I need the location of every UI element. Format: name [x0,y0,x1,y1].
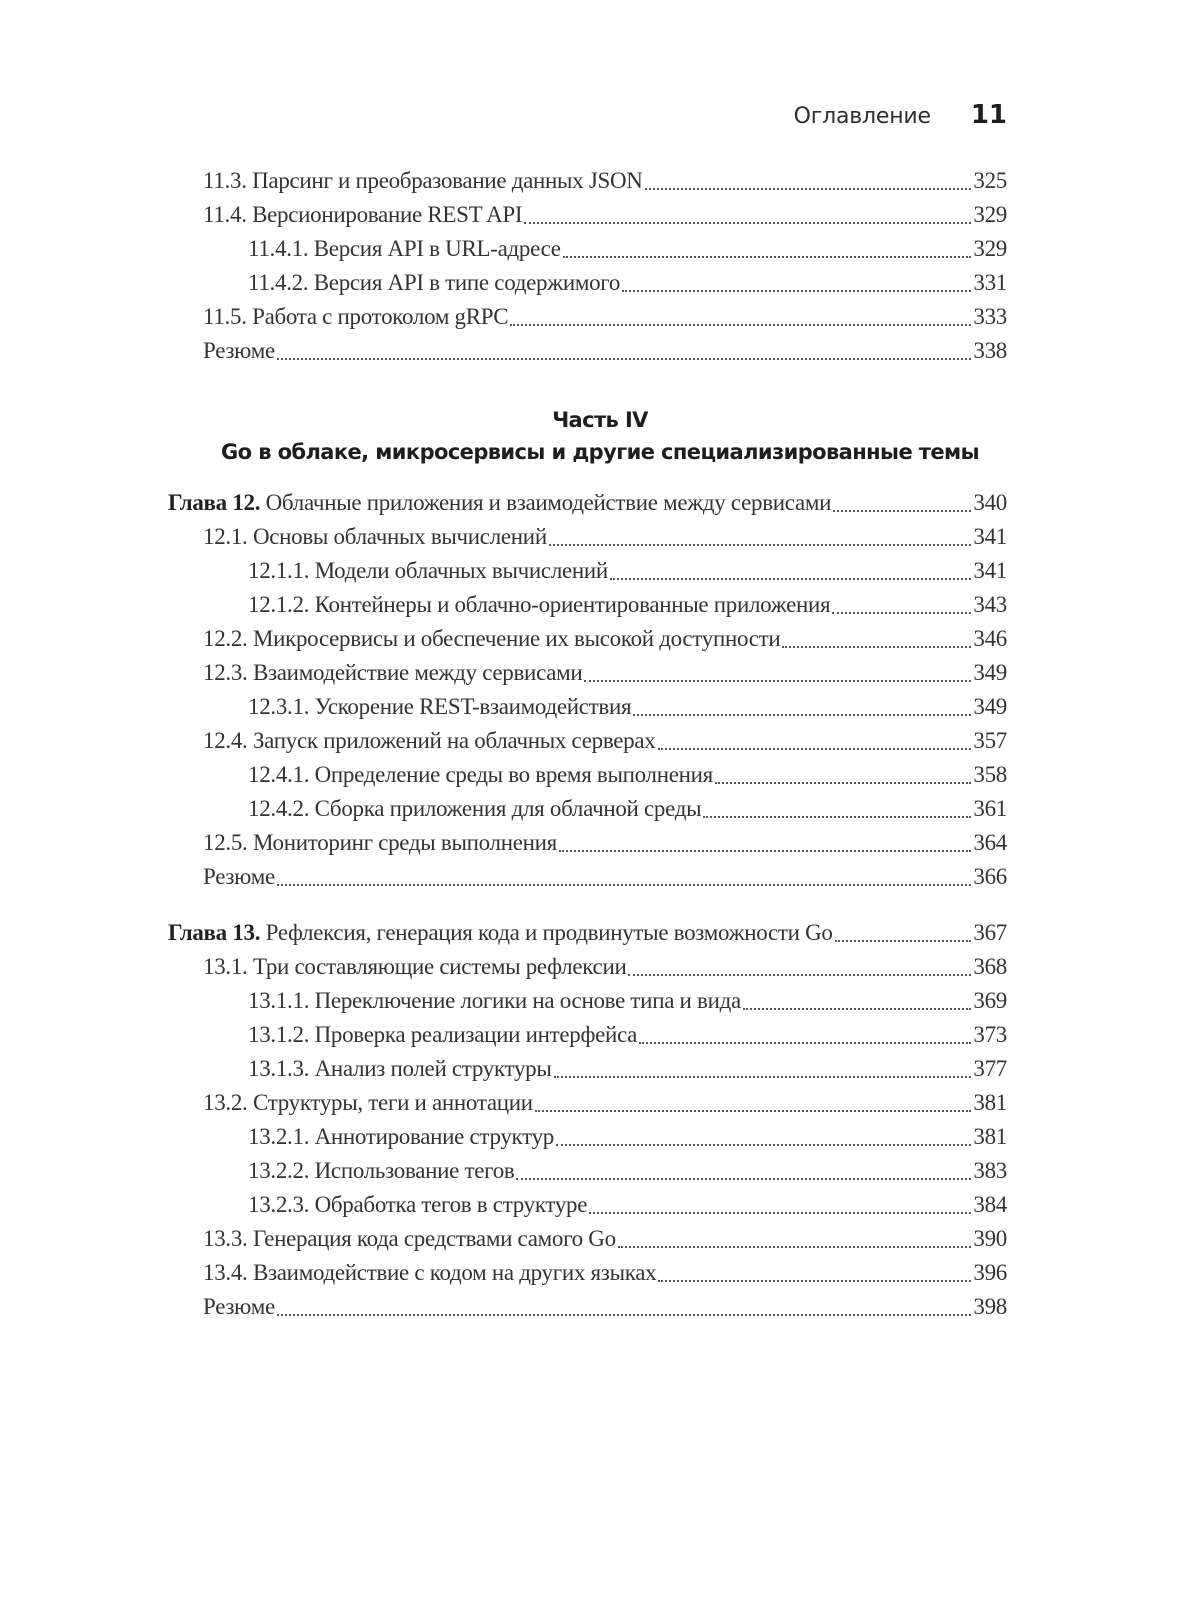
toc-leader-dots [715,782,971,784]
toc-leader-dots [835,940,972,942]
toc-entry-label: 11.3. Парсинг и преобразование данных JSON [203,168,643,193]
part-title: Go в облаке, микросервисы и другие специализированные темы [221,440,979,464]
toc-leader-dots [516,1178,971,1180]
toc-entry-label: Резюме [203,1294,275,1319]
toc-entry[interactable] [203,338,1007,372]
toc-entry[interactable] [203,1090,1007,1124]
toc-entry-label: 13.1.2. Проверка реализации интерфейса [248,1022,638,1047]
running-head-title: Оглавление [793,104,931,129]
toc-leader-dots [277,358,971,360]
toc-entry[interactable] [203,202,1007,236]
toc-entry-page: 373 [973,1022,1007,1047]
toc-leader-dots [645,188,972,190]
toc-entry-page: 338 [973,338,1007,363]
toc-entry-page: 333 [973,304,1007,329]
toc-entry-page: 340 [973,490,1007,515]
toc-entry-label: Резюме [203,338,275,363]
toc-entry-label: 12.1. Основы облачных вычислений [203,524,547,549]
toc-entry-label: 12.4.2. Сборка приложения для облачной среды [248,796,702,821]
toc-leader-dots [556,1144,971,1146]
toc-entry-page: 349 [973,694,1007,719]
toc-entry-label: 13.1. Три составляющие системы рефлексии [203,954,627,979]
toc-entry[interactable] [203,1226,1007,1260]
toc-entry[interactable] [248,988,1007,1022]
toc-leader-dots [832,612,971,614]
toc-leader-dots [524,222,971,224]
toc-entry-label: 12.4.1. Определение среды во время выполнения [248,762,713,787]
toc-entry[interactable] [248,236,1007,270]
toc-entry-page: 343 [973,592,1007,617]
toc-entry-label: 13.1.3. Анализ полей структуры [248,1056,552,1081]
toc-leader-dots [633,714,971,716]
toc-entry-page: 349 [973,660,1007,685]
toc-leader-dots [658,748,972,750]
toc-entry-page: 325 [973,168,1007,193]
toc-entry-page: 329 [973,202,1007,227]
toc-chapter-entry[interactable] [168,490,1007,524]
toc-leader-dots [554,1076,972,1078]
toc-entry-label: 13.2.2. Использование тегов [248,1158,515,1183]
toc-entry-page: 381 [973,1090,1007,1115]
toc-entry[interactable] [203,728,1007,762]
toc-entry-label: Резюме [203,864,275,889]
toc-leader-dots [703,816,971,818]
toc-entry-label: 12.1.1. Модели облачных вычислений [248,558,608,583]
toc-entry-label: 13.2. Структуры, теги и аннотации [203,1090,533,1115]
toc-entry[interactable] [203,304,1007,338]
toc-entry[interactable] [203,626,1007,660]
toc-entry[interactable] [248,1124,1007,1158]
toc-leader-dots [833,510,971,512]
toc-leader-dots [610,578,971,580]
toc-leader-dots [549,544,972,546]
toc-entry[interactable] [248,558,1007,592]
toc-entry[interactable] [248,1022,1007,1056]
toc-leader-dots [622,290,971,292]
toc-entry-label: 11.4.2. Версия API в типе содержимого [248,270,621,295]
toc-entry-label: 11.4.1. Версия API в URL-адресе [248,236,561,261]
toc-entry[interactable] [203,524,1007,558]
toc-entry-label: 12.4. Запуск приложений на облачных серверах [203,728,656,753]
toc-leader-dots [277,1314,971,1316]
toc-entry[interactable] [203,1294,1007,1328]
toc-entry-label: 11.5. Работа с протоколом gRPC [203,304,509,329]
toc-entry-page: 369 [973,988,1007,1013]
toc-entry-label: 13.4. Взаимодействие с кодом на других языках [203,1260,657,1285]
toc-entry-page: 384 [973,1192,1007,1217]
toc-entry-page: 396 [973,1260,1007,1285]
toc-entry[interactable] [248,270,1007,304]
toc-entry-page: 341 [973,524,1007,549]
toc-entry-label: 12.3. Взаимодействие между сервисами [203,660,583,685]
toc-entry[interactable] [248,694,1007,728]
toc-entry-page: 367 [973,920,1007,945]
toc-entry-page: 364 [973,830,1007,855]
toc-leader-dots [782,646,971,648]
toc-entry-page: 358 [973,762,1007,787]
toc-entry[interactable] [248,796,1007,830]
toc-entry[interactable] [203,1260,1007,1294]
toc-leader-dots [628,974,971,976]
toc-entry[interactable] [248,762,1007,796]
toc-leader-dots [618,1246,972,1248]
chapter-title: Рефлексия, генерация кода и продвинутые возможности Go [265,920,833,945]
toc-entry-label: 13.2.1. Аннотирование структур [248,1124,554,1149]
toc-entry-page: 390 [973,1226,1007,1251]
toc-entry-label: 12.2. Микросервисы и обеспечение их высокой доступности [203,626,781,651]
toc-entry[interactable] [203,954,1007,988]
toc-leader-dots [639,1042,971,1044]
toc-entry-label: 12.1.2. Контейнеры и облачно-ориентированные приложения [248,592,831,617]
toc-leader-dots [584,680,971,682]
toc-leader-dots [563,256,972,258]
toc-leader-dots [277,884,971,886]
toc-entry-page: 357 [973,728,1007,753]
toc-entry[interactable] [203,168,1007,202]
toc-entry[interactable] [203,660,1007,694]
toc-entry-label: 13.1.1. Переключение логики на основе типа и вида [248,988,741,1013]
toc-entry[interactable] [248,1056,1007,1090]
chapter-title: Облачные приложения и взаимодействие между сервисами [265,490,832,515]
page-number: 11 [970,100,1007,130]
running-head [794,100,1007,130]
toc-leader-dots [658,1280,971,1282]
chapter-prefix: Глава 13. [168,920,261,945]
toc-entry-label: 11.4. Версионирование REST API [203,202,523,227]
toc-entry-page: 361 [973,796,1007,821]
toc-leader-dots [535,1110,972,1112]
toc-entry-page: 346 [973,626,1007,651]
toc-entry-page: 329 [973,236,1007,261]
chapter-prefix: Глава 12. [168,490,261,515]
part-number: Часть IV [552,408,648,432]
toc-entry-page: 398 [973,1294,1007,1319]
toc-entry[interactable] [248,1192,1007,1226]
toc-entry-page: 381 [973,1124,1007,1149]
toc-entry-label: 12.5. Мониторинг среды выполнения [203,830,557,855]
toc-entry-label: 13.3. Генерация кода средствами самого Go [203,1226,616,1251]
toc-entry-label: 13.2.3. Обработка тегов в структуре [248,1192,588,1217]
toc-entry-page: 377 [973,1056,1007,1081]
toc-leader-dots [510,324,971,326]
toc-entry-page: 366 [973,864,1007,889]
toc-chapter-entry[interactable] [168,920,1007,954]
toc-entry[interactable] [203,830,1007,864]
toc-leader-dots [559,850,971,852]
toc-entry-page: 331 [973,270,1007,295]
toc-leader-dots [589,1212,971,1214]
toc-entry-page: 341 [973,558,1007,583]
toc-entry-label: 12.3.1. Ускорение REST-взаимодействия [248,694,632,719]
toc-entry-page: 383 [973,1158,1007,1183]
toc-entry[interactable] [248,1158,1007,1192]
toc-entry-page: 368 [973,954,1007,979]
toc-entry[interactable] [248,592,1007,626]
toc-leader-dots [743,1008,971,1010]
toc-entry[interactable] [203,864,1007,898]
